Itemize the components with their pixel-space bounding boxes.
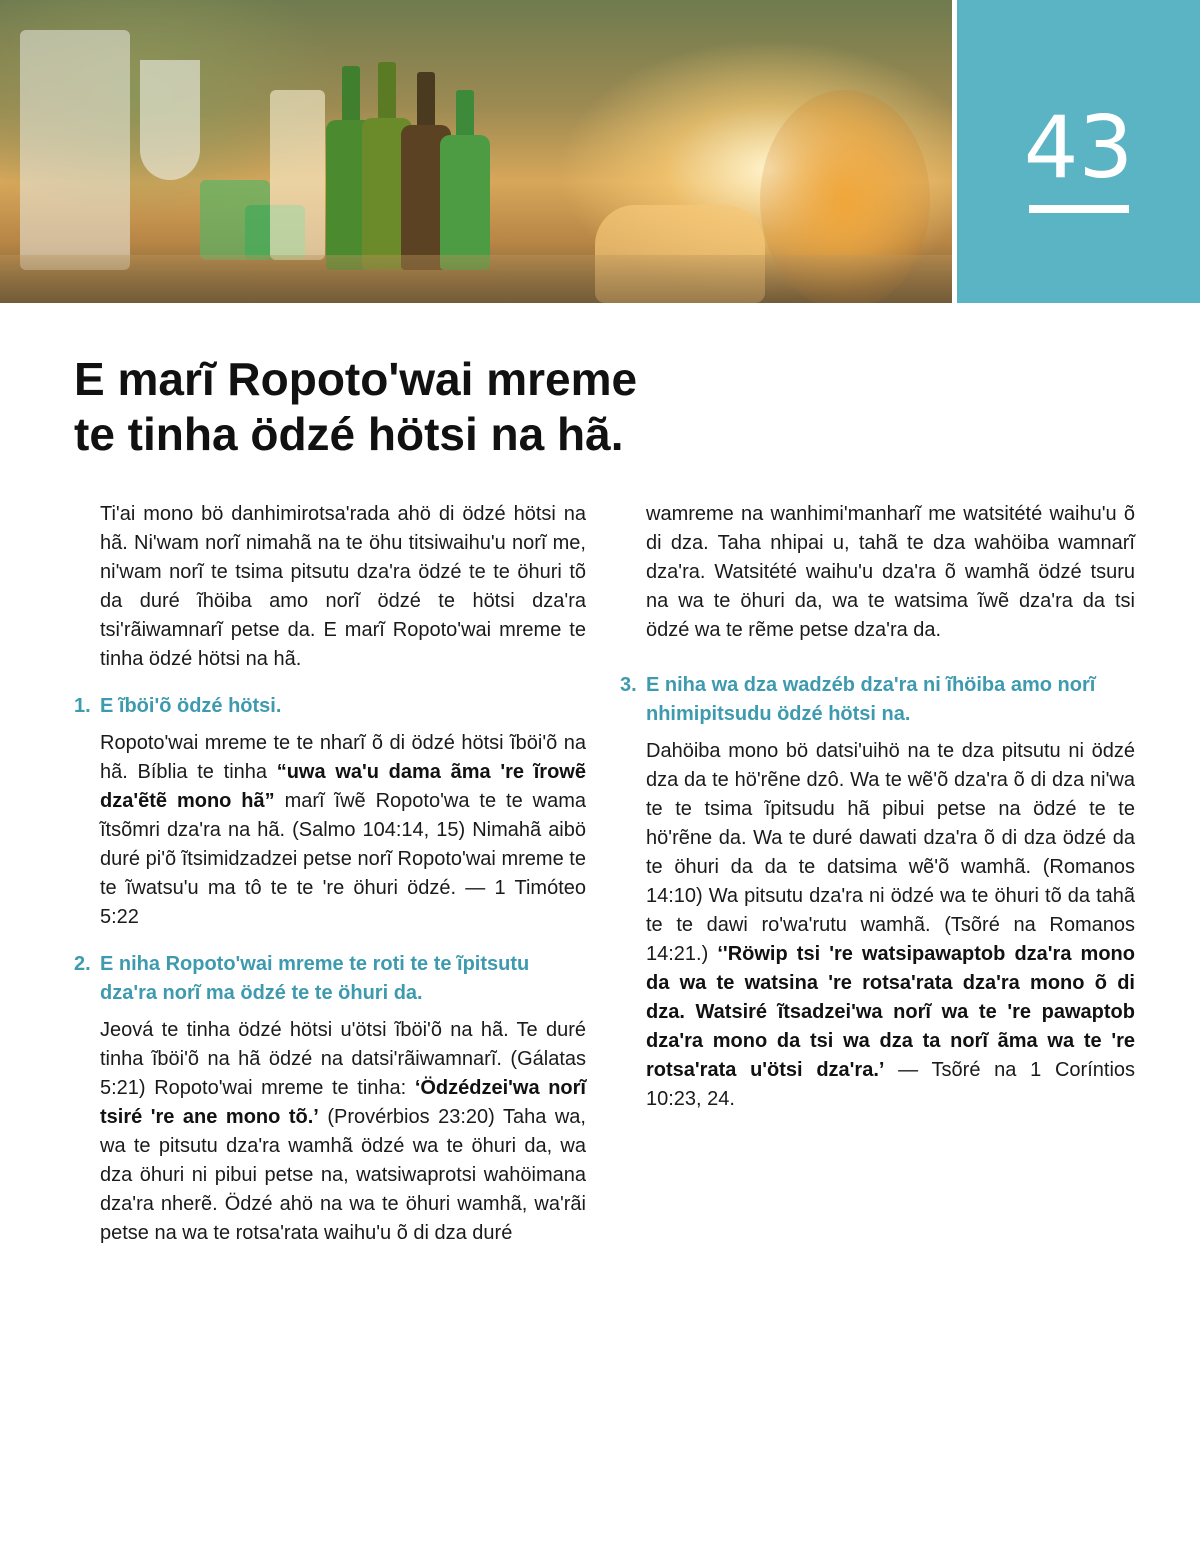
- body-text: Ropoto'wai mreme te te nharĩ õ di ödzé hötsi ĩböi'õ na hã. Bíblia te tinha: [100, 732, 586, 783]
- section-heading-text: E niha wa dza wadzéb dza'ra ni ĩhöiba amo norĩ nhimipitsudu ödzé hötsi na.: [646, 674, 1096, 725]
- page-title-line2: te tinha ödzé hötsi na hã.: [74, 408, 624, 460]
- lesson-number-rule: [1029, 205, 1129, 213]
- lesson-number-box: [957, 0, 1200, 303]
- body-text: Dahöiba mono bö datsi'uihö na te dza pitsutu ni ödzé dza da te hö'rẽne dzô. Wa te wẽ'õ dza'ra õ di dza ni'wa te te tsima ĩpitsudu hã pibui petse na ödzé te te hö'rẽne da. Wa te duré dawati dza'ra õ di dza ödzé da te öhuri da da te datsima wẽ'õ wamhã. (Romanos 14:10) Wa pitsutu dza'ra ni ödzé wa te öhuri tõ da tahã te te dawi ro'wa'rutu wamhã. (Tsõré na Romanos 14:21.): [646, 740, 1135, 965]
- body-text: — Tsõré na 1 Coríntios 10:23, 24.: [646, 1059, 1136, 1110]
- body-text: (Provérbios 23:20) Taha wa, wa te pitsutu dza'ra wamhã ödzé wa te öhuri da, wa dza öhuri ni pibui petse na, watsiwaprotsi wahöimana dza'ra nherẽ. Ödzé ahö na wa te öhuri wamhã, wa'rãi petse na wa te rotsa'rata waihu'u õ di dza duré: [100, 1106, 586, 1244]
- section-heading-text: E niha Ropoto'wai mreme te roti te te ĩpitsutu dza'ra norĩ ma ödzé te te öhuri da.: [100, 953, 530, 1004]
- page-title: [74, 352, 874, 462]
- section-heading-text: E ĩböi'õ ödzé hötsi.: [100, 695, 282, 717]
- section-heading-3: [620, 671, 1135, 729]
- intro-paragraph: Ti'ai mono bö danhimirotsa'rada ahö di ödzé hötsi na hã. Ni'wam norĩ nimahã na te öhu titsiwaihu'u norĩ me, ni'wam norĩ te tsima pitsutu dza'ra ödzé te te öhuri tõ da duré ĩhöiba amo norĩ ödzé te hötsi dza'ra tsi'rãiwamnarĩ petse da. E marĩ Ropoto'wai mreme te tinha ödzé hötsi na hã.: [100, 503, 586, 670]
- lesson-number: 43: [1023, 98, 1134, 198]
- section-number: 2.: [74, 953, 91, 975]
- body-text: marĩ ĩwẽ Ropoto'wa te te wama ĩtsõmri dza'ra na hã. (Salmo 104:14, 15) Nimahã aibö duré pi'õ ĩtsimidzadzei petse norĩ Ropoto'wai mreme te te ĩwatsu'u ma tô te te 're öhuri ödzé. — 1 Timóteo 5:22: [100, 790, 586, 928]
- left-column: [74, 500, 586, 1248]
- section-body-2: [74, 1016, 586, 1248]
- body-text: Jeová te tinha ödzé hötsi u'ötsi ĩböi'õ na hã. Te duré tinha ĩböi'õ na hã ödzé na datsi'rãiwamnarĩ. (Gálatas 5:21) Ropoto'wai mreme te tinha:: [100, 1019, 586, 1099]
- section-body-2-continued: wamreme na wanhimi'manharĩ me watsitété waihu'u õ di dza. Taha nhipai u, tahã te dza wahöiba wamnarĩ dza'ra. Watsitété waihu'u dza'ra õ wamhã ödzé tsuru na wa te öhuri da, wa te watsima ĩwẽ dza'ra da tsi ödzé wa te rẽme petse dza'ra da.: [646, 503, 1135, 641]
- right-column: [620, 500, 1135, 1132]
- section-number: 3.: [620, 674, 637, 696]
- scripture-quote: ‘'Röwip tsi 're watsipawaptob dza'ra mono da wa te watsina 're rotsa'rata dza'ra mono õ di dza. Watsiré ĩtsadzei'wa norĩ wa te 're pawaptob dza'ra mono da tsi wa dza ta norĩ ãma wa te 're rotsa'rata u'ötsi dza'ra.’: [646, 943, 1135, 1081]
- section-heading-2: [74, 950, 586, 1008]
- section-number: 1.: [74, 695, 91, 717]
- page-title-line1: E marĩ Ropoto'wai mreme: [74, 353, 638, 405]
- hero-photo: [0, 0, 952, 303]
- section-heading-1: [74, 692, 586, 721]
- section-body-3: [620, 737, 1135, 1114]
- scripture-quote: “uwa wa'u dama ãma 're ĩrowẽ dza'ẽtẽ mono hã”: [100, 761, 586, 812]
- section-body-1: [74, 729, 586, 932]
- scripture-quote: ‘Ödzédzei'wa norĩ tsiré 're ane mono tõ.’: [100, 1077, 586, 1128]
